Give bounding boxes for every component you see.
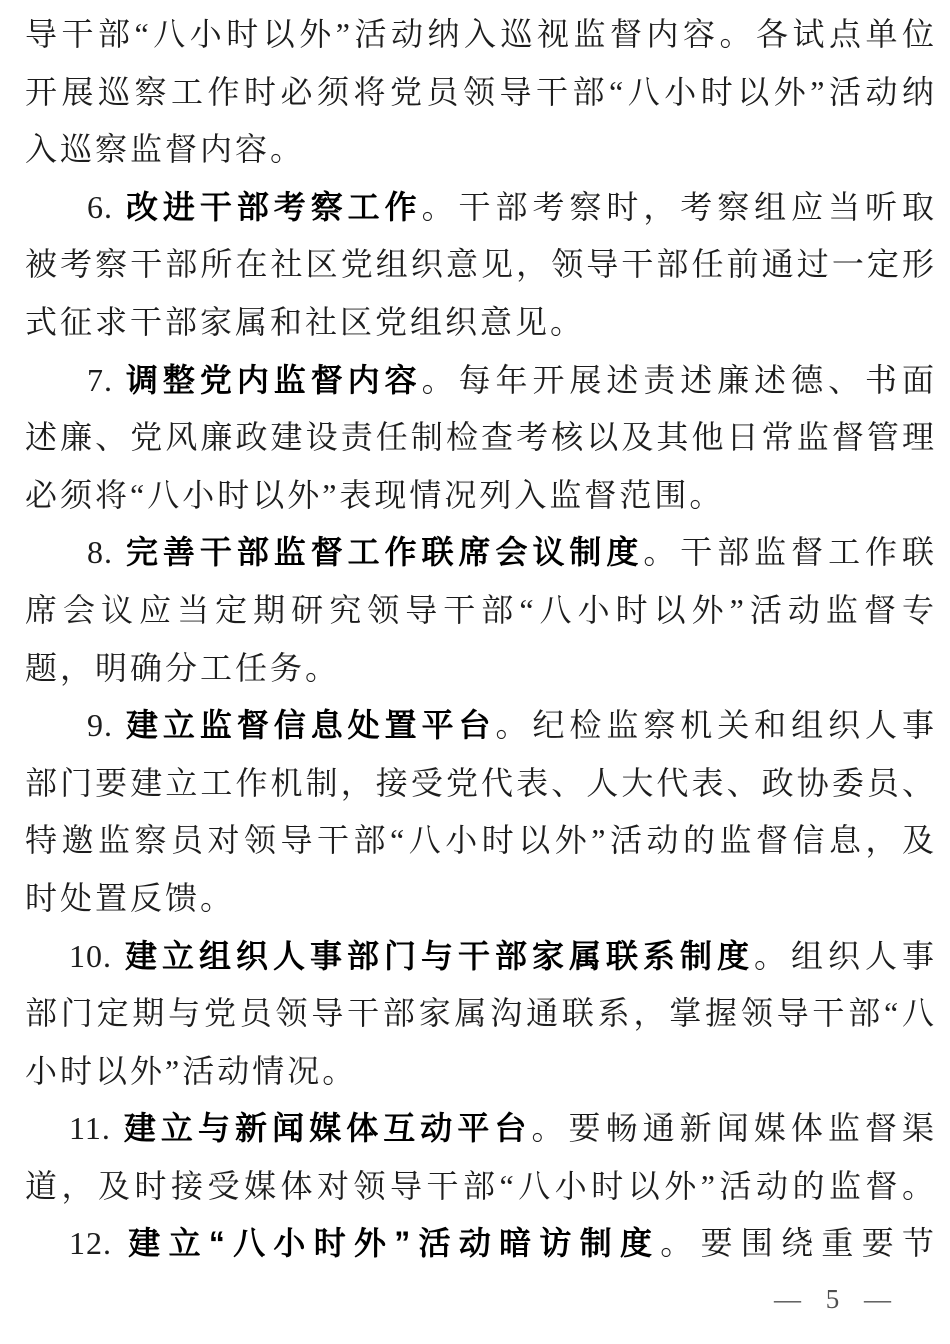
body-text-segment: 被考察干部所在社区党组织意见，领导干部任前通过一定形 (25, 246, 935, 283)
body-text-segment: 入巡察监督内容。 (25, 131, 306, 168)
body-text-segment: 。每年开展述责述廉述德、书面 (421, 361, 935, 398)
body-text-segment: 。干部考察时，考察组应当听取 (421, 188, 935, 225)
item-heading-segment: 建立监督信息处置平台 (125, 707, 496, 744)
text-line (25, 236, 935, 294)
item-heading-segment: 完善干部监督工作联席会议制度 (125, 534, 644, 571)
body-text-segment: 导干部“八小时以外”活动纳入巡视监督内容。各试点单位 (25, 16, 935, 52)
item-heading-segment: 改进干部考察工作 (125, 188, 422, 225)
body-text-segment: 式征求干部家属和社区党组织意见。 (25, 303, 586, 340)
body-text-segment: 6. (87, 188, 126, 225)
text-line (25, 1043, 935, 1101)
body-text-segment: 道，及时接受媒体对领导干部“八小时以外”活动的监督。 (25, 1167, 935, 1204)
body-text-segment: 12. (69, 1225, 129, 1262)
document-lines (25, 6, 935, 1273)
body-text-segment: 9. (87, 707, 126, 744)
text-line (25, 985, 935, 1043)
text-line (25, 294, 935, 352)
body-text-segment: 小时以外”活动情况。 (25, 1052, 358, 1089)
text-line (25, 928, 935, 986)
text-line (25, 640, 935, 698)
body-text-segment: 11. (69, 1110, 124, 1147)
body-text-segment: 席会议应当定期研究领导干部“八小时以外”活动监督专 (25, 591, 935, 628)
text-line (25, 1100, 935, 1158)
body-text-segment: 必须将“八小时以外”表现情况列入监督范围。 (25, 476, 725, 513)
body-text-segment: 。要围绕重要节 (660, 1225, 935, 1262)
text-line (25, 812, 935, 870)
text-line (25, 524, 935, 582)
text-line (25, 755, 935, 813)
body-text-segment: 述廉、党风廉政建设责任制检查考核以及其他日常监督管理 (25, 419, 935, 456)
item-heading-segment: 建立组织人事部门与干部家属联系制度 (125, 937, 754, 974)
body-text-segment: 。干部监督工作联 (643, 534, 935, 571)
body-text-segment: 10. (69, 937, 125, 974)
text-line (25, 409, 935, 467)
body-text-segment: 部门定期与党员领导干部家属沟通联系，掌握领导干部“八 (25, 995, 935, 1032)
body-text-segment: 特邀监察员对领导干部“八小时以外”活动的监督信息，及 (25, 822, 935, 859)
text-line (25, 121, 935, 179)
page-number: — 5 — (774, 1284, 900, 1314)
body-text-segment: 7. (87, 361, 126, 398)
text-line (25, 467, 935, 525)
body-text-segment: 题，明确分工任务。 (25, 649, 341, 686)
body-text-segment: 开展巡察工作时必须将党员领导干部“八小时以外”活动纳 (25, 73, 935, 110)
text-line (25, 1215, 935, 1273)
text-line (25, 582, 935, 640)
body-text-segment: 。要畅通新闻媒体监督渠 (531, 1110, 935, 1147)
item-heading-segment: 建立与新闻媒体互动平台 (123, 1110, 532, 1147)
body-text-segment: 。组织人事 (753, 937, 935, 974)
text-line (25, 870, 935, 928)
body-text-segment: 。纪检监察机关和组织人事 (495, 707, 935, 744)
text-line (25, 179, 935, 237)
item-heading-segment: 调整党内监督内容 (125, 361, 422, 398)
text-line (25, 64, 935, 122)
body-text-segment: 部门要建立工作机制，接受党代表、人大代表、政协委员、 (25, 764, 935, 801)
text-line (25, 6, 935, 64)
body-text-segment: 8. (87, 534, 126, 571)
text-line (25, 697, 935, 755)
text-line (25, 352, 935, 410)
body-text-segment: 时处置反馈。 (25, 879, 236, 916)
text-line (25, 1158, 935, 1216)
item-heading-segment: 建立“八小时外”活动暗访制度 (128, 1225, 661, 1262)
